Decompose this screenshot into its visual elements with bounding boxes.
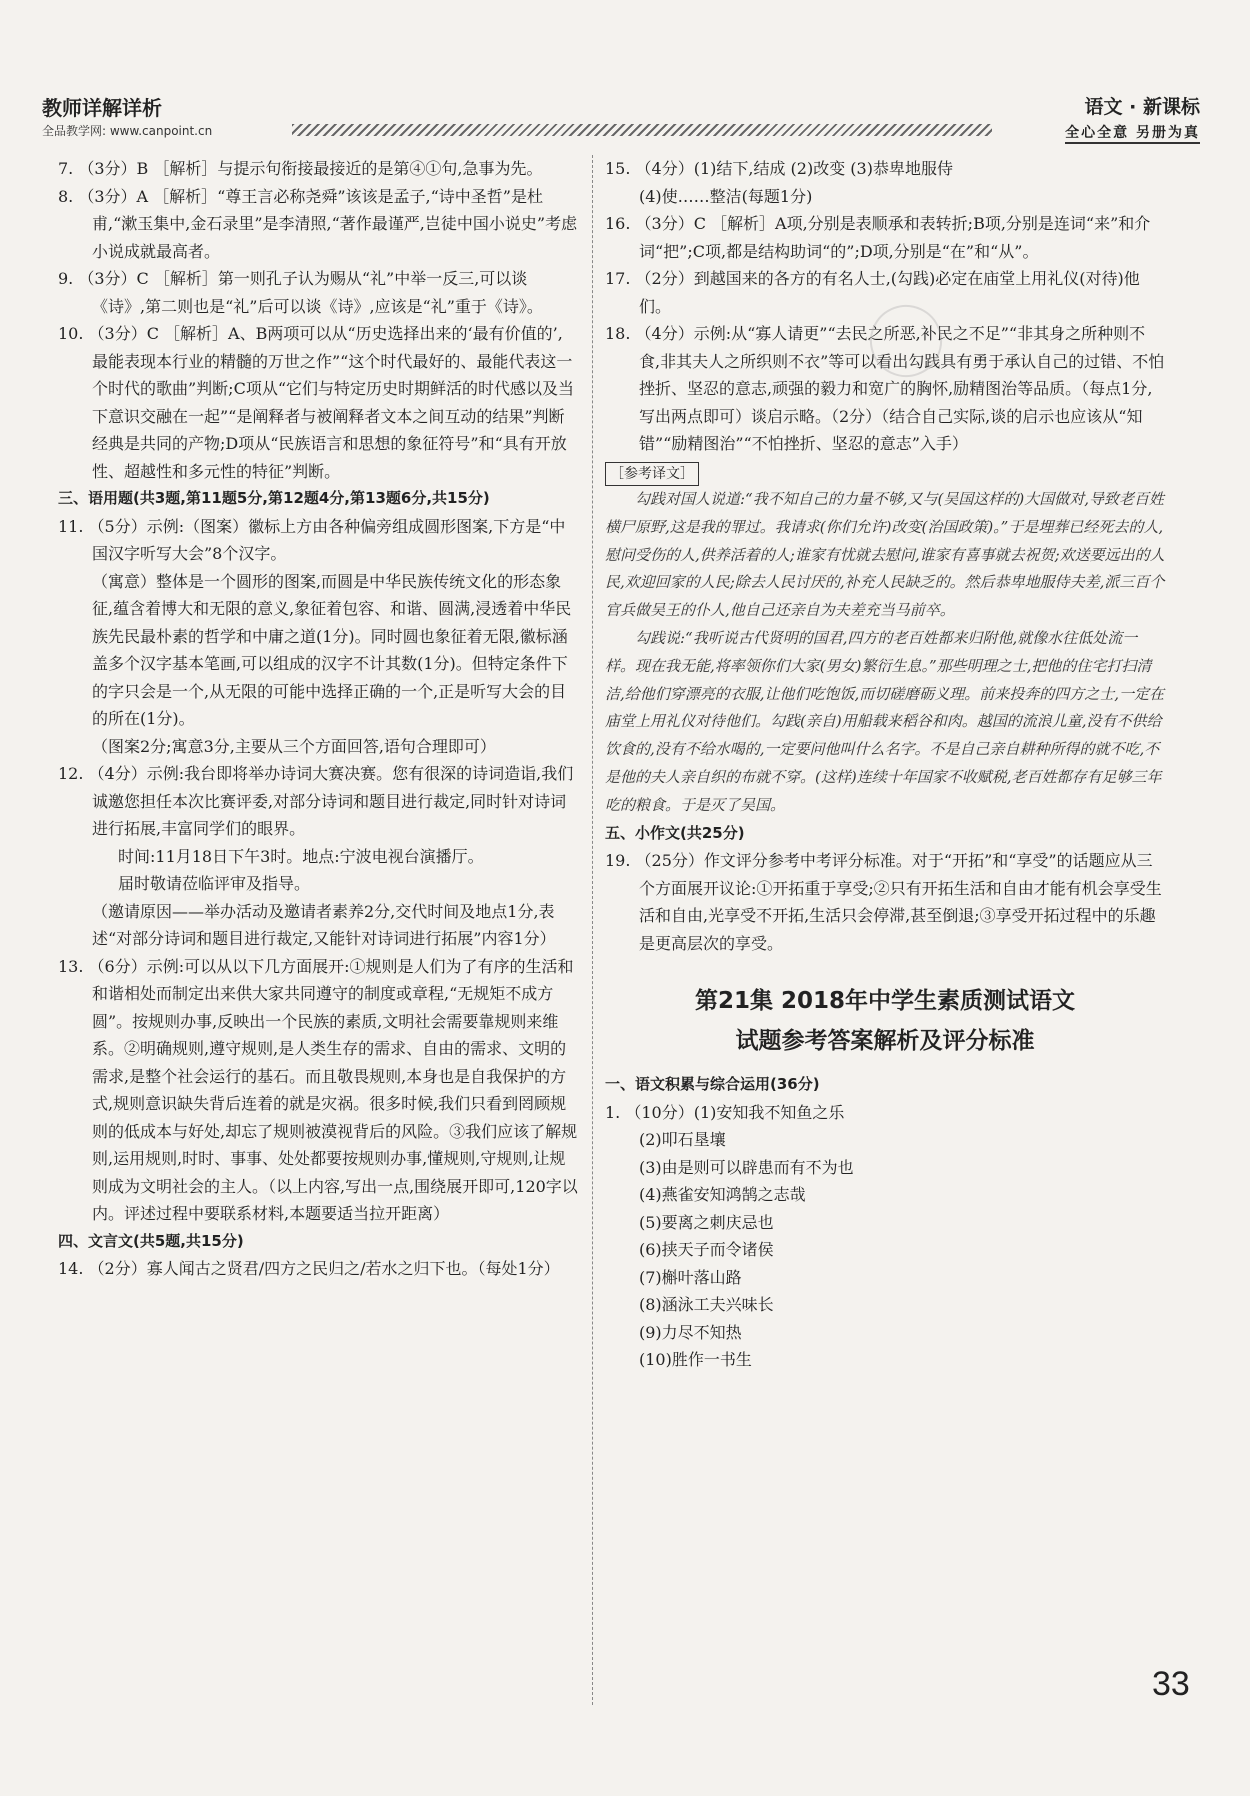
left-block: 14. （2分）寡人闻古之贤君/四方之民归之/若水之归下也。（每处1分） xyxy=(58,1259,560,1278)
question-1-answers xyxy=(605,1126,1165,1374)
right-block: (4)使……整洁(每题1分) xyxy=(639,186,813,206)
section-five-heading: 五、小作文(共25分) xyxy=(605,823,745,842)
left-block: 时间:11月18日下午3时。地点:宁波电视台演播厅。 xyxy=(118,846,484,866)
left-block: 10. （3分）C ［解析］A、B两项可以从“历史选择出来的‘最有价值的’,最能表现本行业的精髓的万世之作”“这个时代最好的、最能代表这一个时代的歌曲”判断;C项从“它们与特定历史时期鲜活的时代感以及当下意识交融在一起”“是阐释者与被阐释者文本之间互动的结果”判断经典是共同的产物;D项从“民族语言和思想的象征符号”和“具有开放性、超越性和多元性的特征”判断。 xyxy=(58,324,574,481)
question-1: 1. （10分）(1)安知我不知鱼之乐 xyxy=(605,1102,845,1122)
left-block: 12. （4分）示例:我台即将举办诗词大赛决赛。您有很深的诗词造诣,我们诚邀您担任本次比赛评委,对部分诗词和题目进行裁定,同时针对诗词进行拓展,丰富同学们的眼界。 xyxy=(58,764,574,838)
question-1-answer: (9)力尽不知热 xyxy=(639,1322,742,1342)
question-1-answer: (3)由是则可以辟患而有不为也 xyxy=(639,1157,854,1177)
set-21-title-line2: 试题参考答案解析及评分标准 xyxy=(735,1028,1035,1055)
left-block: 8. （3分）A ［解析］“尊王言必称尧舜”该该是孟子,“诗中圣哲”是杜甫,“漱玉集中,金石录里”是李清照,“著作最谨严,岂徒中国小说史”考虑小说成就最高者。 xyxy=(58,186,578,261)
question-1-answer: (10)胜作一书生 xyxy=(639,1350,752,1370)
set-21-title-line1: 第21集 2018年中学生素质测试语文 xyxy=(694,988,1076,1015)
set-21-title xyxy=(605,981,1165,1061)
left-block: 9. （3分）C ［解析］第一则孔子认为赐从“礼”中举一反三,可以谈《诗》,第二则也是“礼”后可以谈《诗》,应该是“礼”重于《诗》。 xyxy=(58,269,543,316)
left-block: 11. （5分）示例:（图案）徽标上方由各种偏旁组成圆形图案,下方是“中国汉字听写大会”8个汉字。 xyxy=(58,516,566,563)
page-header xyxy=(42,92,1210,150)
left-block: 13. （6分）示例:可以从以下几方面展开:①规则是人们为了有序的生活和和谐相处而制定出来供大家共同遵守的制度或章程,“无规矩不成方圆”。按规则办事,反映出一个民族的素质,文明社会需要靠规则来维系。②明确规则,遵守规则,是人类生存的需求、自由的需求、文明的需求,是整个社会运行的基石。而且敬畏规则,本身也是自我保护的方式,规则意识缺失背后连着的就是灾祸。很多时候,我们只看到罔顾规则的低成本与好处,却忘了规则被漠视背后的风险。③我们应该了解规则,运用规则,时时、事事、处处都要按规则办事,懂规则,守规则,让规则成为文明社会的主人。（以上内容,写出一点,围绕展开即可,120字以内。评述过程中要联系材料,本题要适当拉开距离） xyxy=(58,956,578,1223)
translation-paragraph: 勾践对国人说道:“我不知自己的力量不够,又与(吴国这样的)大国做对,导致老百姓横尸原野,这是我的罪过。我请求(你们允许)改变(治国政策)。”于是埋葬已经死去的人,慰问受伤的人,供养活着的人;谁家有忧就去慰问,谁家有喜事就去祝贺;欢送要远出的人民,欢迎回家的人民;除去人民讨厌的,补充人民缺乏的。然后恭卑地服侍夫差,派三百个官兵做吴王的仆人,他自己还亲自为夫差充当马前卒。 xyxy=(605,490,1165,620)
left-block: （邀请原因——举办活动及邀请者素养2分,交代时间及地点1分,表述“对部分诗词和题目进行裁定,又能针对诗词进行拓展”内容1分） xyxy=(92,901,556,948)
header-site: 全品教学网: www.canpoint.cn xyxy=(42,124,213,138)
left-block: （图案2分;寓意3分,主要从三个方面回答,语句合理即可） xyxy=(92,736,496,756)
question-1-answer: (6)挟天子而令诸侯 xyxy=(639,1240,774,1260)
reference-translation-label: ［参考译文］ xyxy=(605,462,699,486)
page-number: 33 xyxy=(1152,1665,1190,1703)
question-1-answer: (5)要离之刺庆忌也 xyxy=(639,1212,774,1232)
question-1-answer: (2)叩石垦壤 xyxy=(639,1130,726,1150)
right-block: 15. （4分）(1)结下,结成 (2)改变 (3)恭卑地服侍 xyxy=(605,159,953,178)
header-subject: 语文 · 新课标 xyxy=(1084,96,1200,118)
left-block: 四、文言文(共5题,共15分) xyxy=(58,1231,244,1250)
right-block: 17. （2分）到越国来的各方的有名人士,(勾践)必定在庙堂上用礼仪(对待)他们。 xyxy=(605,269,1140,316)
left-column xyxy=(58,155,578,1283)
right-block: 16. （3分）C ［解析］A项,分别是表顺承和表转折;B项,分别是连词“来”和介词“把”;C项,都是结构助词“的”;D项,分别是“在”和“从”。 xyxy=(605,214,1151,261)
translation xyxy=(605,486,1165,820)
question-1-answer: (4)燕雀安知鸿鹄之志哉 xyxy=(639,1185,806,1205)
left-block: 7. （3分）B ［解析］与提示句衔接最接近的是第④①句,急事为先。 xyxy=(58,159,543,178)
left-block: （寓意）整体是一个圆形的图案,而圆是中华民族传统文化的形态象征,蕴含着博大和无限的意义,象征着包容、和谐、圆满,浸透着中华民族先民最朴素的哲学和中庸之道(1分)。同时圆也象征着无限,徽标涵盖多个汉字基本笔画,可以组成的汉字不计其数(1分)。但特定条件下的字只会是一个,从无限的可能中选择正确的一个,正是听写大会的目的所在(1分)。 xyxy=(92,571,572,728)
right-block: 18. （4分）示例:从“寡人请更”“去民之所恶,补民之不足”“非其身之所种则不食,非其夫人之所织则不衣”等可以看出勾践具有勇于承认自己的过错、不怕挫折、坚忍的意志,顽强的毅力和宽广的胸怀,励精图治等品质。（每点1分,写出两点即可）谈启示略。（2分）（结合自己实际,谈的启示也应该从“知错”“励精图治”“不怕挫折、坚忍的意志”入手） xyxy=(605,324,1165,453)
section-one-heading: 一、语文积累与综合运用(36分) xyxy=(605,1075,820,1094)
column-divider xyxy=(592,155,593,1705)
header-brand: 全心全意 另册为真 xyxy=(1065,122,1200,144)
question-19: 19. （25分）作文评分参考中考评分标准。对于“开拓”和“享受”的话题应从三个方面展开议论:①开拓重于享受;②只有开拓生活和自由才能有机会享受生活和自由,光享受不开拓,生活只会停滞,甚至倒退;③享受开拓过程中的乐趣是更高层次的享受。 xyxy=(605,851,1162,953)
header-dots xyxy=(292,124,992,136)
question-1-answer: (7)槲叶落山路 xyxy=(639,1267,742,1287)
left-block: 届时敬请莅临评审及指导。 xyxy=(118,874,311,893)
question-1-answer: (8)涵泳工夫兴味长 xyxy=(639,1295,774,1315)
left-block: 三、语用题(共3题,第11题5分,第12题4分,第13题6分,共15分) xyxy=(58,489,490,507)
right-items xyxy=(605,155,1165,458)
translation-paragraph: 勾践说:“我听说古代贤明的国君,四方的老百姓都来归附他,就像水往低处流一样。现在我无能,将率领你们大家(男女)繁衍生息。”那些明理之士,把他的住宅打扫清洁,给他们穿漂亮的衣服,让他们吃饱饭,而切磋磨砺义理。前来投奔的四方之士,一定在庙堂上用礼仪对待他们。勾践(亲自)用船载来稻谷和肉。越国的流浪儿童,没有不供给饮食的,没有不给水喝的,一定要问他叫什么名字。不是自己亲自耕种所得的就不吃,不是他的夫人亲自织的布就不穿。(这样)连续十年国家不收赋税,老百姓都存有足够三年吃的粮食。于是灭了吴国。 xyxy=(605,628,1165,814)
header-title: 教师详解详析 xyxy=(42,96,162,120)
